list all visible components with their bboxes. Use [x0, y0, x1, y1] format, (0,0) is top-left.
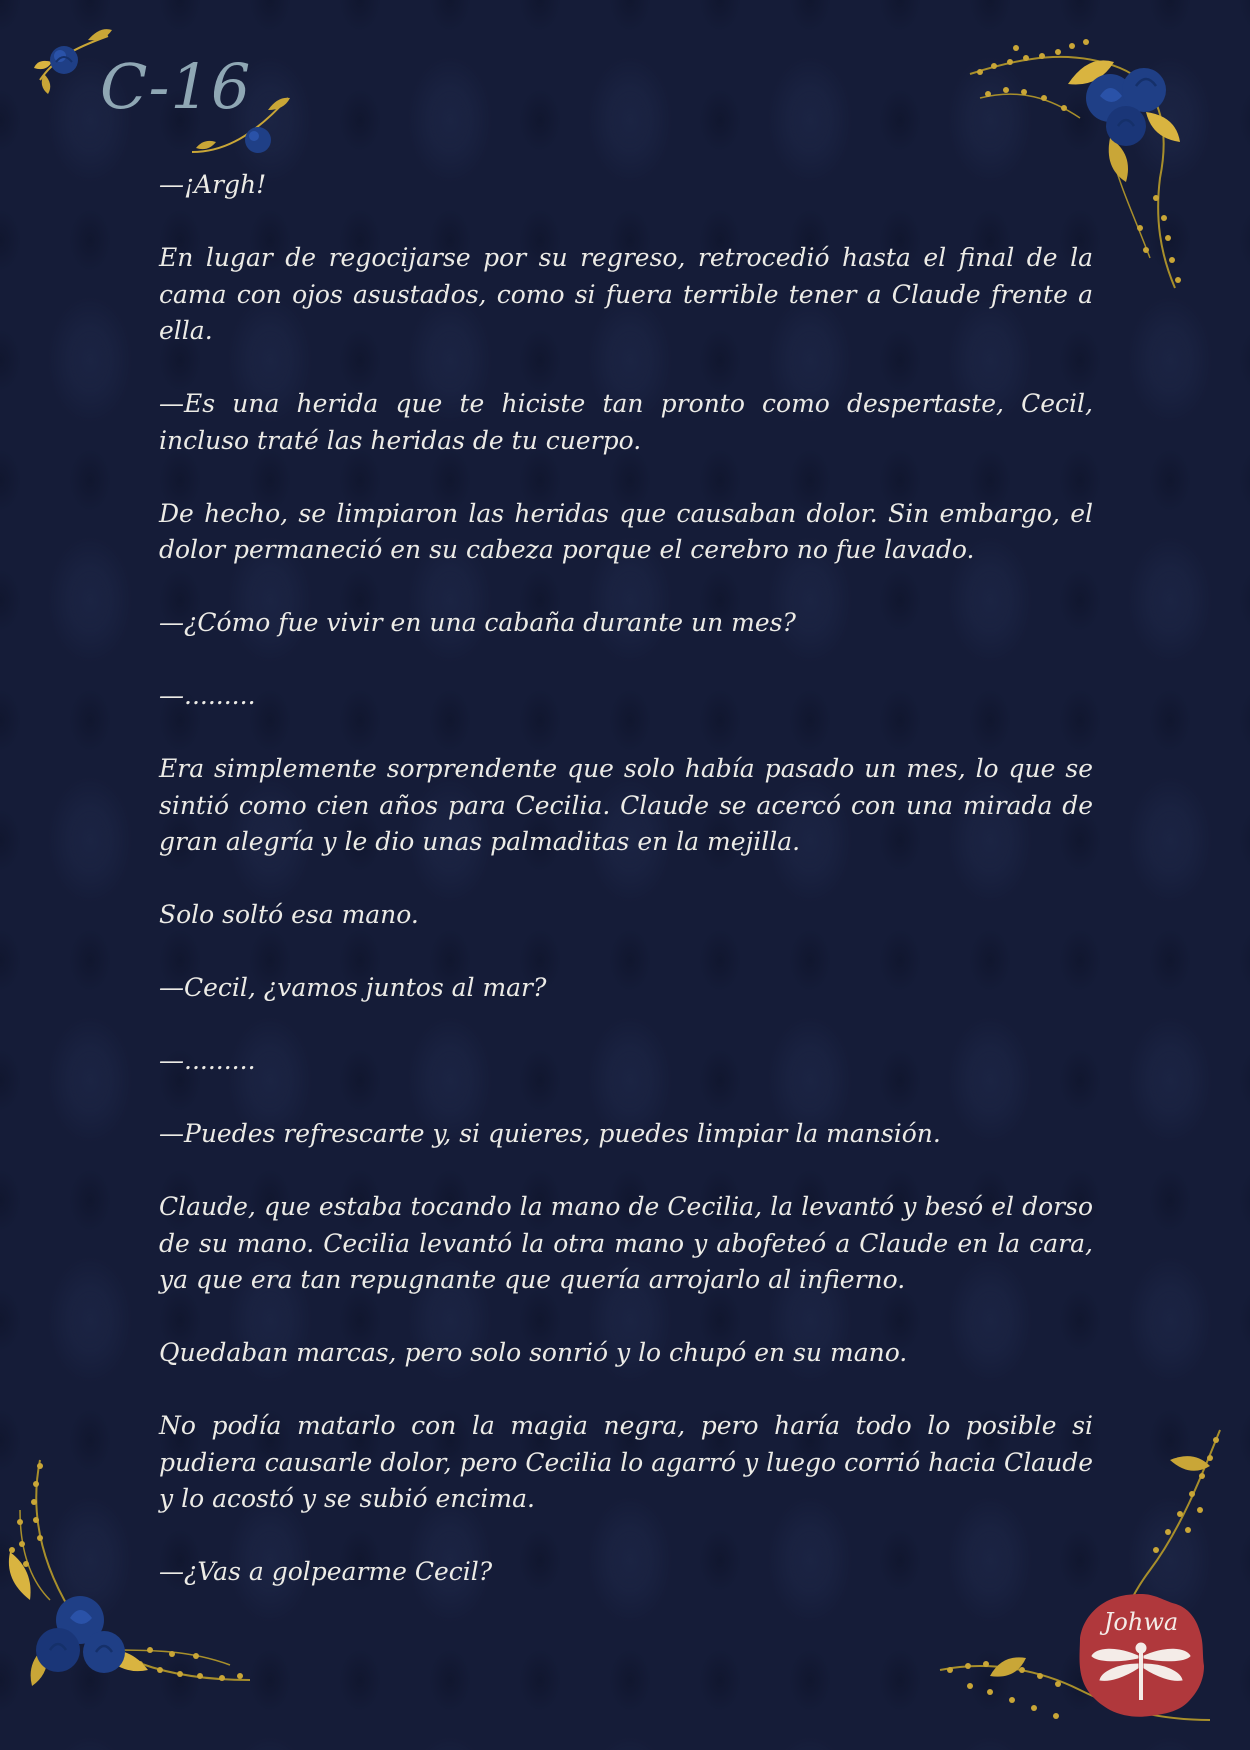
paragraph: Era simplemente sorprendente que solo había pasado un mes, lo que se sintió como cien años para Cecilia. Claude se acercó con una mirada de gran alegría y le dio unas palmaditas en la mejilla. [159, 754, 1093, 856]
paragraph: —......... [159, 1046, 256, 1075]
paragraph: —Es una herida que te hiciste tan pronto como despertaste, Cecil, incluso traté las heridas de tu cuerpo. [159, 389, 1093, 455]
paragraph: Quedaban marcas, pero solo sonrió y lo chupó en su mano. [159, 1338, 908, 1367]
paragraph: Claude, que estaba tocando la mano de Cecilia, la levantó y besó el dorso de su mano. Cecilia levantó la otra mano y abofeteó a Claude en la cara, ya que era tan repugnante que quería arrojarlo al infierno. [159, 1192, 1093, 1294]
paragraph: —¡Argh! [159, 170, 267, 199]
rose-ornament-bottom-left [0, 1450, 270, 1720]
paragraph: —Puedes refrescarte y, si quieres, puedes limpiar la mansión. [159, 1119, 941, 1148]
paragraph: No podía matarlo con la magia negra, pero haría todo lo posible si pudiera causarle dolor, pero Cecilia lo agarró y luego corrió hacia Claude y lo acostó y se subió encima. [159, 1411, 1093, 1513]
paragraph: En lugar de regocijarse por su regreso, retrocedió hasta el final de la cama con ojos asustados, como si fuera terrible tener a Claude frente a ella. [159, 243, 1093, 345]
story-text [159, 167, 1093, 1627]
paragraph: —¿Vas a golpearme Cecil? [159, 1557, 493, 1586]
chapter-title: C-16 [100, 50, 252, 123]
johwa-logo-badge [1076, 1590, 1206, 1720]
rose-ornament-title [188, 92, 298, 167]
paragraph: —Cecil, ¿vamos juntos al mar? [159, 973, 547, 1002]
logo-text: Johwa [1103, 1608, 1179, 1636]
paragraph: De hecho, se limpiaron las heridas que causaban dolor. Sin embargo, el dolor permaneció en su cabeza porque el cerebro no fue lavado. [159, 498, 1093, 564]
paragraph: —......... [159, 681, 256, 710]
paragraph: Solo soltó esa mano. [159, 900, 419, 929]
paragraph: —¿Cómo fue vivir en una cabaña durante un mes? [159, 608, 796, 637]
